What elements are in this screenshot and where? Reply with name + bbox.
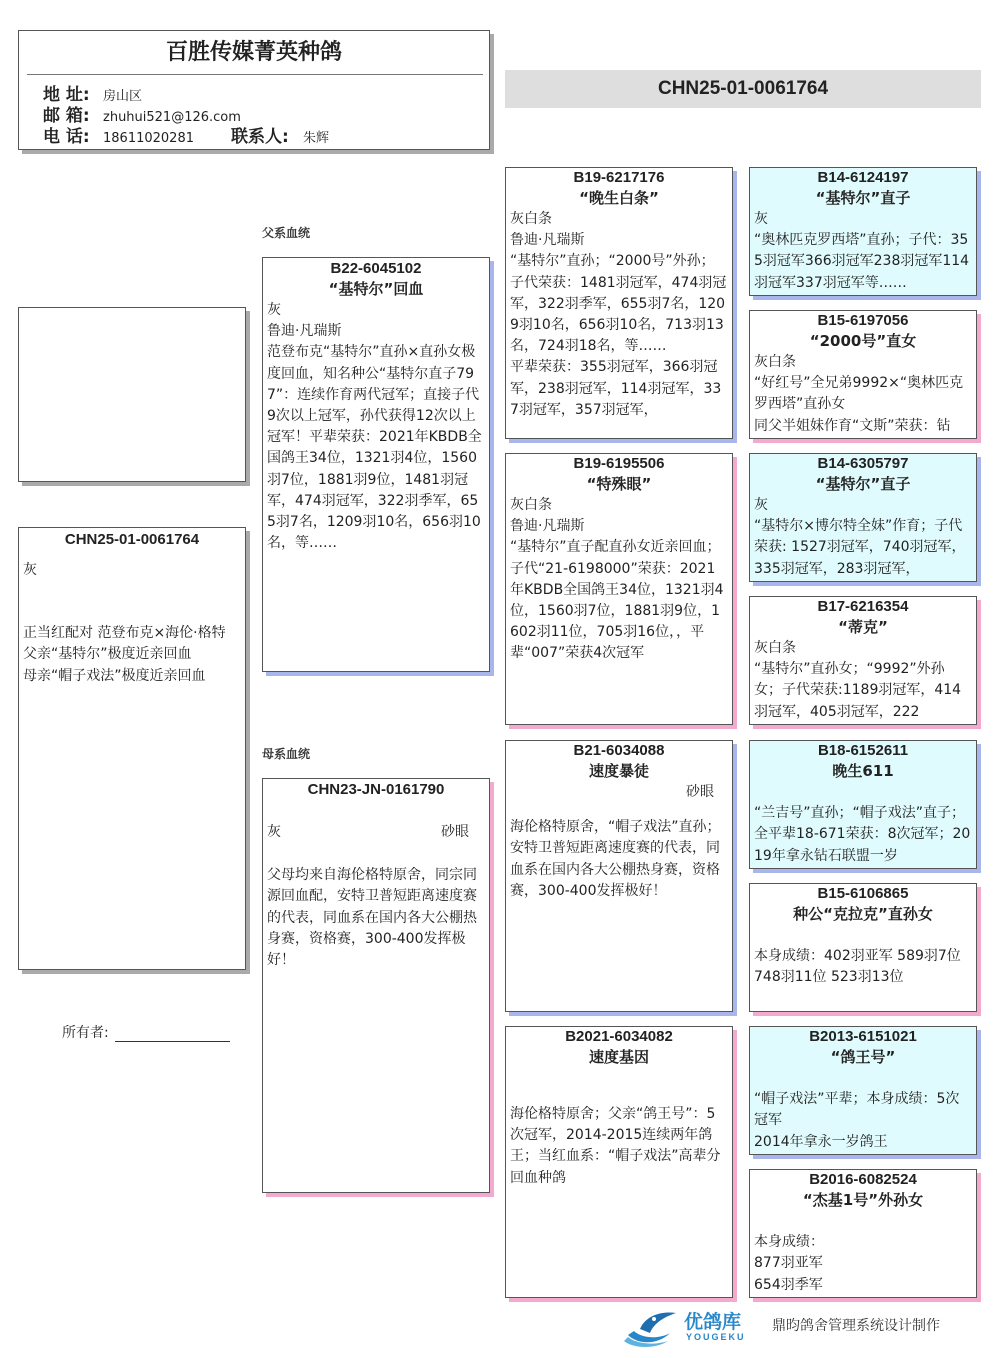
gen3-name: 速度基因	[588, 1048, 649, 1066]
email-row	[43, 106, 241, 128]
gen3-ring: B2021-6034082	[565, 1028, 673, 1045]
sire-name: “基特尔”回血	[328, 280, 424, 298]
gen4-details: 灰白条 “基特尔”直孙女；“9992”外孙女；子代荣获:1189羽冠军，414羽冠军，405羽冠军，222	[754, 640, 962, 720]
gen4-name: “杰基1号”外孙女	[802, 1191, 924, 1209]
address-label: 地 址:	[43, 85, 90, 105]
breeder-title: 百胜传媒菁英种鸽	[165, 40, 342, 65]
dam-details: 父母均来自海伦格特原舍，同宗同源回血配，安特卫普短距离速度赛的代表，同血系在国内各大公棚热身赛，资格赛，300-400发挥极好！	[267, 867, 477, 969]
gen3-name: “晚生白条”	[579, 189, 659, 207]
gen3-name: “特殊眼”	[586, 475, 652, 493]
subject-description: 正当红配对 范登布克×海伦·格特 父亲“基特尔”极度近亲回血 母亲“帽子戏法”极度近亲回血	[23, 625, 226, 684]
gen4-ring: B2016-6082524	[809, 1171, 917, 1188]
footer-credit: 鼎昀鸽舍管理系统设计制作	[772, 1318, 940, 1334]
gen4-details: 本身成绩： 877羽亚军 654羽季军	[754, 1234, 824, 1293]
footer	[620, 1305, 980, 1349]
gen4-details: 本身成绩：402羽亚军 589羽7位 748羽11位 523羽13位	[754, 948, 961, 986]
gen3-eye: 砂眼	[686, 784, 714, 800]
gen4-card	[749, 1169, 977, 1298]
gen4-ring: B15-6197056	[817, 312, 909, 329]
gen4-name: “蒂克”	[838, 618, 888, 636]
email-label: 邮 箱:	[43, 106, 90, 126]
grandsire-paternal-card	[505, 167, 733, 439]
phone-row	[43, 127, 329, 149]
owner-label: 所有者:	[62, 1025, 109, 1041]
granddam-maternal-card	[505, 1026, 733, 1298]
gen4-card	[749, 453, 977, 582]
footer-logo-subtext: YOUGEKU	[686, 1332, 746, 1342]
grandsire-maternal-card	[505, 740, 733, 1012]
gen4-details: 灰白条 “好红号”全兄弟9992×“奥林匹克罗西塔”直孙女 同父半姐妹作育“文斯”荣获：钻	[754, 354, 964, 434]
ring-number-banner: CHN25-01-0061764	[505, 70, 981, 108]
gen4-ring: B15-6106865	[817, 885, 909, 902]
dam-card	[262, 778, 490, 1193]
gen4-ring: B17-6216354	[817, 598, 909, 615]
gen4-details: “兰吉号”直孙；“帽子戏法”直子；全平辈18-671荣获：8次冠军；2019年拿永钻石联盟一岁	[754, 805, 971, 864]
email-value[interactable]: zhuhui521@126.com	[103, 110, 241, 125]
photo-placeholder	[18, 307, 246, 482]
address-value: 房山区	[103, 89, 143, 104]
dam-line-label: 母系血统	[262, 747, 311, 761]
gen3-details: 灰白条 鲁迪·凡瑞斯 “基特尔”直孙；“2000号”外孙；子代荣获：1481羽冠军，474羽冠军，322羽季军，655羽7名，1209羽10名，656羽10名，713羽13名，724羽18名，等…… 平辈荣获：355羽冠军，366羽冠军，238羽冠军，114羽冠军，337羽冠军，357羽冠军，	[510, 211, 727, 418]
sire-line-label: 父系血统	[262, 226, 311, 240]
pigeon-logo-icon	[620, 1305, 680, 1349]
gen3-ring: B19-6195506	[573, 455, 665, 472]
gen4-ring: B2013-6151021	[809, 1028, 917, 1045]
gen4-details: 灰 “奥林匹克罗西塔”直孙；子代：355羽冠军366羽冠军238羽冠军114羽冠军337羽冠军等……	[754, 211, 970, 291]
gen4-details: “帽子戏法”平辈；本身成绩：5次冠军 2014年拿永一岁鸽王	[754, 1091, 960, 1150]
gen4-details: 灰 “基特尔×博尔特全妹”作育；子代荣获: 1527羽冠军，740羽冠军，335羽冠军，283羽冠军，	[754, 497, 966, 577]
dam-ring: CHN23-JN-0161790	[307, 781, 445, 798]
gen4-ring: B14-6124197	[817, 169, 909, 186]
gen3-details: 海伦格特原舍，“帽子戏法”直孙；安特卫普短距离速度赛的代表，同血系在国内各大公棚热身赛，资格赛，300-400发挥极好！	[510, 819, 721, 899]
gen4-name: 种公“克拉克”直孙女	[793, 905, 933, 923]
gen4-ring: B14-6305797	[817, 455, 909, 472]
dam-color-row	[263, 822, 489, 843]
breeder-header	[18, 30, 490, 150]
gen4-ring: B18-6152611	[817, 742, 909, 759]
gen3-details: 海伦格特原舍；父亲“鸽王号”：5次冠军，2014-2015连续两年鸽王；当红血系：“帽子戏法”高辈分回血种鸽	[510, 1106, 721, 1186]
gen4-card	[749, 740, 977, 869]
gen4-name: “基特尔”直子	[815, 475, 911, 493]
subject-color: 灰	[23, 562, 37, 578]
gen4-card	[749, 310, 977, 439]
gen4-card	[749, 596, 977, 725]
dam-color: 灰	[267, 824, 281, 840]
dam-eye: 砂眼	[441, 824, 469, 840]
subject-ring: CHN25-01-0061764	[64, 531, 200, 548]
contact-label: 联系人:	[231, 127, 289, 147]
phone-value: 18611020281	[103, 131, 194, 146]
gen4-name: 晚生611	[832, 762, 894, 780]
sire-ring: B22-6045102	[330, 260, 422, 277]
owner-field	[62, 1022, 230, 1042]
subject-pigeon-card	[18, 527, 246, 970]
address-row	[43, 85, 142, 107]
gen3-name: 速度暴徒	[588, 762, 649, 780]
gen4-card	[749, 883, 977, 1012]
gen4-name: “2000号”直女	[809, 332, 917, 350]
sire-card	[262, 257, 490, 672]
header-divider	[27, 74, 483, 75]
owner-signature-line	[115, 1026, 230, 1042]
gen3-ring: B19-6217176	[573, 169, 665, 186]
gen3-details: 灰白条 鲁迪·凡瑞斯 “基特尔”直子配直孙女近亲回血；子代“21-6198000”荣获：2021年KBDB全国鸽王34位，1321羽4位，1560羽7位，1881羽9位，1602羽11位，705羽16位，，平辈“007”荣获4次冠军	[510, 497, 724, 662]
gen4-name: “基特尔”直子	[815, 189, 911, 207]
sire-details: 灰 鲁迪·凡瑞斯 范登布克“基特尔”直孙×直孙女极度回血，知名种公“基特尔直子797”：连续作育两代冠军；直接子代9次以上冠军，孙代获得12次以上冠军！平辈荣获：2021年KBDB全国鸽王34位，1321羽4位，1560羽7位，1881羽9位，1481羽冠军，474羽冠军，322羽季军，655羽7名，1209羽10名，656羽10名，等……	[267, 302, 482, 552]
gen4-card	[749, 1026, 977, 1155]
gen3-ring: B21-6034088	[573, 742, 665, 759]
gen4-card	[749, 167, 977, 296]
contact-value: 朱辉	[303, 131, 330, 146]
footer-logo-text: 优鸽库	[684, 1311, 742, 1333]
phone-label: 电 话:	[43, 127, 90, 147]
gen4-name: “鸽王号”	[830, 1048, 896, 1066]
granddam-paternal-card	[505, 453, 733, 725]
